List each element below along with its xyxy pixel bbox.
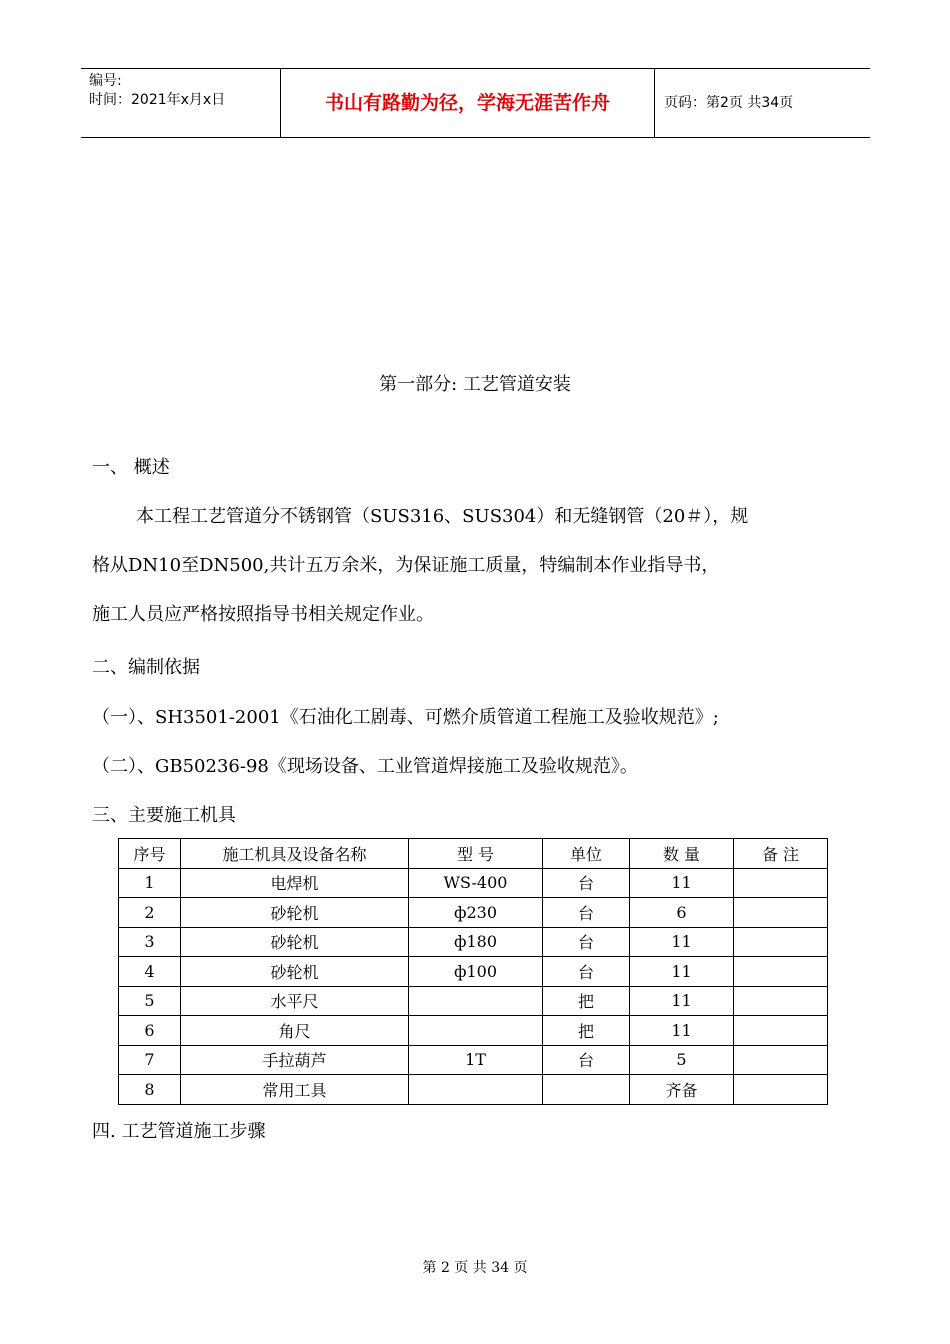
- table-cell: [409, 986, 543, 1016]
- table-cell: 台: [543, 898, 630, 928]
- tools-heading: 三、主要施工机具: [92, 805, 236, 826]
- table-cell: 电焊机: [181, 868, 409, 898]
- header-motto: 书山有路勤为径，学海无涯苦作舟: [281, 69, 655, 137]
- table-cell: 1T: [409, 1045, 543, 1075]
- table-row: [119, 957, 828, 987]
- table-cell: [734, 1045, 828, 1075]
- table-row: [119, 927, 828, 957]
- table-cell: 台: [543, 868, 630, 898]
- table-cell: [734, 1016, 828, 1046]
- table-cell: 常用工具: [181, 1075, 409, 1105]
- table-cell: 把: [543, 1016, 630, 1046]
- table-cell: 6: [119, 1016, 181, 1046]
- table-cell: 1: [119, 868, 181, 898]
- column-header: 数 量: [630, 839, 734, 869]
- table-cell: [734, 986, 828, 1016]
- table-row: [119, 1075, 828, 1105]
- basis-item: （二）、GB50236-98《现场设备、工业管道焊接施工及验收规范》。: [92, 756, 638, 777]
- table-cell: 8: [119, 1075, 181, 1105]
- basis-heading: 二、编制依据: [92, 657, 200, 678]
- table-cell: 11: [630, 868, 734, 898]
- table-cell: [734, 868, 828, 898]
- overview-paragraph: [92, 492, 862, 639]
- table-cell: 台: [543, 1045, 630, 1075]
- table-cell: ф230: [409, 898, 543, 928]
- table-cell: WS-400: [409, 868, 543, 898]
- page-footer: 第 2 页 共 34 页: [422, 1260, 528, 1276]
- table-cell: 5: [119, 986, 181, 1016]
- table-cell: 角尺: [181, 1016, 409, 1046]
- table-cell: 6: [630, 898, 734, 928]
- table-cell: 手拉葫芦: [181, 1045, 409, 1075]
- table-row: [119, 1016, 828, 1046]
- column-header: 型 号: [409, 839, 543, 869]
- steps-heading: 四. 工艺管道施工步骤: [92, 1121, 266, 1142]
- table-cell: 台: [543, 927, 630, 957]
- table-cell: 11: [630, 1016, 734, 1046]
- table-cell: [734, 957, 828, 987]
- header-page-info: 页码：第2页 共34页: [664, 95, 794, 111]
- table-cell: [409, 1075, 543, 1105]
- table-cell: 砂轮机: [181, 927, 409, 957]
- table-cell: ф100: [409, 957, 543, 987]
- column-header: 施工机具及设备名称: [181, 839, 409, 869]
- table-cell: 5: [630, 1045, 734, 1075]
- table-cell: 台: [543, 957, 630, 987]
- table-cell: 4: [119, 957, 181, 987]
- header-meta: [81, 69, 281, 137]
- serial-label: 编号:: [89, 73, 122, 89]
- part-title: 第一部分: 工艺管道安装: [379, 374, 571, 395]
- table-cell: [734, 927, 828, 957]
- table-cell: 11: [630, 986, 734, 1016]
- table-cell: ф180: [409, 927, 543, 957]
- time-label: 时间：2021年x月x日: [89, 92, 226, 108]
- table-row: [119, 1045, 828, 1075]
- table-cell: 水平尺: [181, 986, 409, 1016]
- table-row: [119, 898, 828, 928]
- table-cell: [734, 898, 828, 928]
- table-cell: 7: [119, 1045, 181, 1075]
- basis-item: （一）、SH3501-2001《石油化工剧毒、可燃介质管道工程施工及验收规范》;: [92, 707, 719, 728]
- tools-table: [118, 838, 828, 1105]
- table-cell: [409, 1016, 543, 1046]
- table-cell: 砂轮机: [181, 898, 409, 928]
- column-header: 单位: [543, 839, 630, 869]
- table-cell: 3: [119, 927, 181, 957]
- table-cell: [543, 1075, 630, 1105]
- table-cell: 齐备: [630, 1075, 734, 1105]
- overview-line: 本工程工艺管道分不锈钢管（SUS316、SUS304）和无缝钢管（20＃），规: [136, 506, 749, 527]
- overview-line: 格从DN10至DN500,共计五万余米，为保证施工质量，特编制本作业指导书，: [92, 555, 720, 576]
- table-row: [119, 868, 828, 898]
- overview-heading: 一、 概述: [92, 457, 170, 478]
- overview-line: 施工人员应严格按照指导书相关规定作业。: [92, 604, 434, 625]
- table-cell: 11: [630, 927, 734, 957]
- page-header: [81, 68, 870, 138]
- column-header: 序号: [119, 839, 181, 869]
- table-cell: 砂轮机: [181, 957, 409, 987]
- table-row: [119, 986, 828, 1016]
- table-cell: 把: [543, 986, 630, 1016]
- table-header-row: [119, 839, 828, 869]
- column-header: 备 注: [734, 839, 828, 869]
- table-cell: [734, 1075, 828, 1105]
- table-cell: 11: [630, 957, 734, 987]
- table-cell: 2: [119, 898, 181, 928]
